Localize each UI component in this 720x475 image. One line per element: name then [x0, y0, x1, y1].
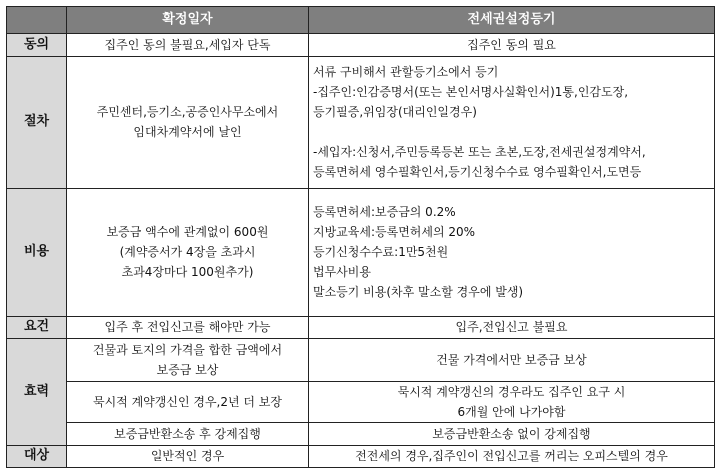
procedure-spacer	[313, 122, 710, 142]
cost-jeonse-line: 지방교육세:등록면허세의 20%	[313, 225, 476, 240]
procedure-jeonse-line: -집주인:인감증명서(또는 본인서명사실확인서)1통,인감도장,	[313, 85, 629, 100]
procedure-fixed-date-line: 주민센터,등기소,공증인사무소에서	[96, 105, 279, 120]
cost-jeonse-line: 법무사비용	[313, 265, 371, 280]
row-label-requirement: 요건	[7, 316, 67, 338]
row-label-procedure: 절차	[7, 56, 67, 188]
effect-3-fixed-date: 보증금반환소송 후 강제집행	[67, 423, 309, 445]
row-effect-1	[7, 339, 715, 382]
cost-jeonse-line: 말소등기 비용(차후 말소할 경우에 발생)	[313, 285, 524, 300]
agreement-fixed-date: 집주인 동의 불필요,세입자 단독	[67, 34, 309, 56]
row-target	[7, 445, 715, 467]
effect-2-jeonse-line: 6개월 안에 나가야함	[457, 404, 566, 419]
requirement-jeonse: 입주,전입신고 불필요	[309, 316, 715, 338]
effect-1-fixed-date-line: 보증금 보상	[156, 362, 219, 377]
row-label-target: 대상	[7, 445, 67, 467]
requirement-fixed-date: 입주 후 전입신고를 해야만 가능	[67, 316, 309, 338]
effect-1-fixed-date	[67, 339, 309, 382]
row-procedure	[7, 56, 715, 188]
row-label-effect: 효력	[7, 339, 67, 446]
cost-fixed-date	[67, 188, 309, 316]
cost-jeonse-line: 등록면허세:보증금의 0.2%	[313, 205, 456, 220]
cost-fixed-date-line: (계약증서가 4장을 초과시	[119, 245, 256, 260]
comparison-table	[6, 6, 715, 468]
row-label-agreement: 동의	[7, 34, 67, 56]
procedure-fixed-date-line: 임대차계약서에 날인	[133, 125, 242, 140]
row-agreement	[7, 34, 715, 56]
cost-fixed-date-line: 보증금 액수에 관계없이 600원	[106, 225, 269, 240]
cost-jeonse	[309, 188, 715, 316]
procedure-fixed-date	[67, 56, 309, 188]
header-row	[7, 7, 715, 34]
row-requirement	[7, 316, 715, 338]
row-effect-3	[7, 423, 715, 445]
effect-1-fixed-date-line: 건물과 토지의 가격을 합한 금액에서	[92, 342, 283, 357]
agreement-jeonse: 집주인 동의 필요	[309, 34, 715, 56]
procedure-jeonse-line: 등기필증,위임장(대리인일경우)	[313, 105, 477, 120]
effect-2-fixed-date: 묵시적 계약갱신인 경우,2년 더 보장	[67, 381, 309, 423]
procedure-jeonse-line: 등록면허세 영수필확인서,등기신청수수료 영수필확인서,도면등	[313, 165, 642, 180]
effect-2-jeonse-line: 묵시적 계약갱신의 경우라도 집주인 요구 시	[397, 384, 626, 399]
procedure-jeonse-line: 서류 구비해서 관할등기소에서 등기	[313, 65, 499, 80]
target-fixed-date: 일반적인 경우	[67, 445, 309, 467]
row-cost	[7, 188, 715, 316]
cost-fixed-date-line: 초과4장마다 100원추가)	[121, 265, 254, 280]
effect-3-jeonse: 보증금반환소송 없이 강제집행	[309, 423, 715, 445]
header-corner	[7, 7, 67, 34]
row-effect-2	[7, 381, 715, 423]
effect-1-jeonse: 건물 가격에서만 보증금 보상	[309, 339, 715, 382]
procedure-jeonse-line: -세입자:신청서,주민등록등본 또는 초본,도장,전세권설정계약서,	[313, 145, 646, 160]
procedure-jeonse	[309, 56, 715, 188]
header-col-fixed-date: 확정일자	[67, 7, 309, 34]
target-jeonse: 전전세의 경우,집주인이 전입신고를 꺼리는 오피스텔의 경우	[309, 445, 715, 467]
row-label-cost: 비용	[7, 188, 67, 316]
header-col-jeonse-registration: 전세권설정등기	[309, 7, 715, 34]
effect-2-jeonse	[309, 381, 715, 423]
cost-jeonse-line: 등기신청수수료:1만5천원	[313, 245, 449, 260]
